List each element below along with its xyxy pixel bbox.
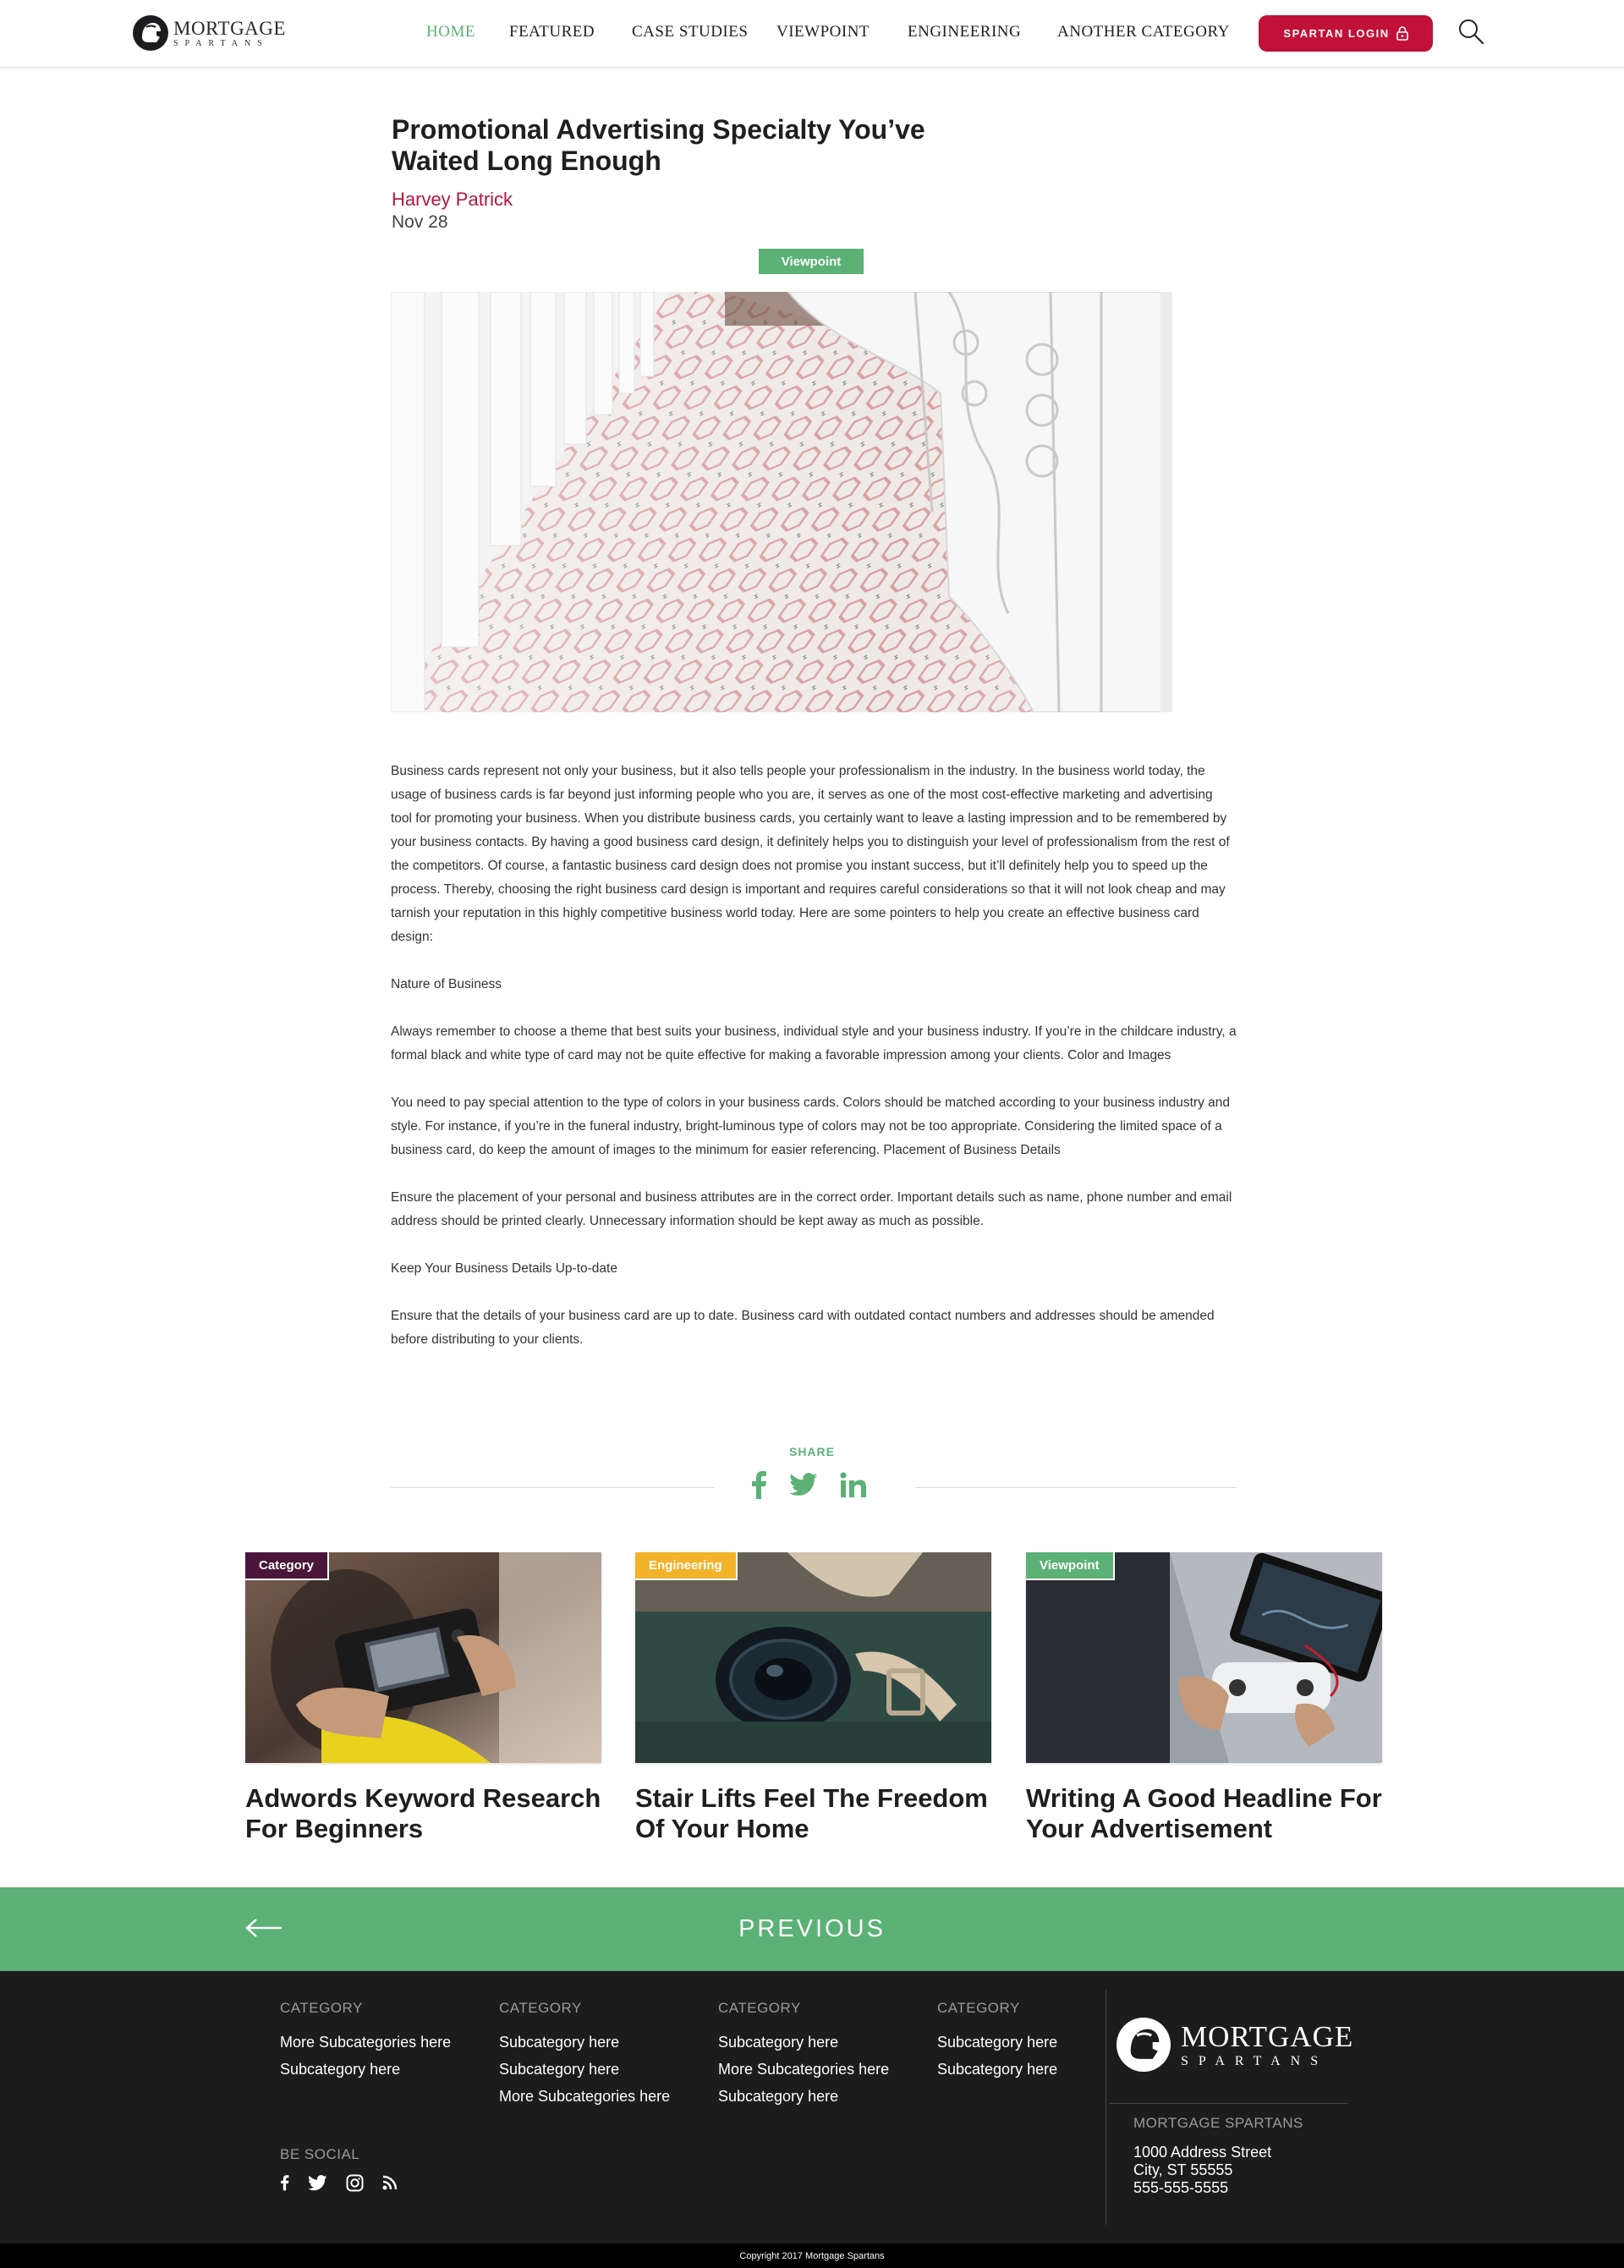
linkedin-share-icon[interactable] bbox=[840, 1472, 867, 1497]
related-card-title[interactable]: Adwords Keyword Research For Beginners bbox=[245, 1783, 601, 1843]
site-header bbox=[0, 0, 1624, 68]
footer-link[interactable]: Subcategory here bbox=[718, 2088, 839, 2105]
spartan-login-button[interactable] bbox=[1259, 15, 1433, 52]
spartan-helmet-icon bbox=[1116, 2018, 1171, 2072]
twitter-share-icon[interactable] bbox=[789, 1473, 818, 1496]
nav-home[interactable]: HOME bbox=[426, 23, 475, 41]
share-icons bbox=[750, 1470, 867, 1499]
footer-link[interactable]: Subcategory here bbox=[937, 2061, 1058, 2078]
address-phone[interactable]: 555-555-5555 bbox=[1133, 2179, 1229, 2196]
site-footer bbox=[0, 1971, 1624, 2243]
nav-featured[interactable]: FEATURED bbox=[509, 23, 595, 41]
share-divider-right bbox=[915, 1487, 1237, 1488]
footer-logo-word-spartans: SPARTANS bbox=[1181, 2053, 1329, 2068]
footer-link[interactable]: Subcategory here bbox=[499, 2034, 620, 2051]
nav-viewpoint[interactable]: VIEWPOINT bbox=[776, 23, 870, 41]
related-card-tag[interactable]: Category bbox=[245, 1552, 329, 1580]
article-date: Nov 28 bbox=[392, 212, 448, 232]
facebook-icon[interactable] bbox=[280, 2173, 289, 2192]
company-heading: MORTGAGE SPARTANS bbox=[1133, 2115, 1303, 2131]
instagram-icon[interactable] bbox=[346, 2174, 364, 2192]
article-paragraph: Ensure that the details of your business card are up to date. Business card with outdated contact numbers and addresses should be amended before distributing to your clients. bbox=[391, 1309, 1215, 1347]
rss-icon[interactable] bbox=[382, 2175, 398, 2190]
related-card-image-camera[interactable] bbox=[245, 1552, 601, 1763]
footer-column-heading: CATEGORY bbox=[937, 2000, 1020, 2016]
footer-link[interactable]: Subcategory here bbox=[718, 2034, 839, 2051]
nav-engineering[interactable]: ENGINEERING bbox=[908, 23, 1022, 41]
article-subheading: Keep Your Business Details Up-to-date bbox=[391, 1261, 617, 1276]
copyright-text: Copyright 2017 Mortgage Spartans bbox=[739, 2250, 885, 2261]
footer-divider-horizontal bbox=[1109, 2103, 1348, 2104]
article-paragraph: Business cards represent not only your business, but it also tells people your professionalism in the industry. In the business world today, the usage of business cards is far beyond just informing people who you are, it serves as one of the most cost-effective marketing and advertising tool for promoting your business. When you distribute business cards, you certainly want to leave a lasting impression and to be remembered by your business contacts. By having a good business card design, it definitely helps you to distinguish your level of professionalism from the rest of the competitors. Of course, a fantastic business card design does not promise you instant success, but it’ll definitely help you to speed up the process. Thereby, choosing the right business card design is important and requires careful considerations so that it will not look cheap and may tarnish your reputation in this highly competitive business world today. Here are some pointers to help you create an effective business card design: bbox=[391, 764, 1230, 944]
logo-word-spartans: SPARTANS bbox=[173, 38, 269, 48]
footer-address bbox=[1133, 2115, 1303, 2197]
share-label: SHARE bbox=[788, 1445, 835, 1458]
footer-column-2 bbox=[499, 2000, 670, 2110]
related-card-2[interactable] bbox=[635, 1552, 991, 1844]
login-label: SPARTAN LOGIN bbox=[1283, 27, 1390, 40]
social-heading: BE SOCIAL bbox=[280, 2146, 360, 2162]
related-card-title[interactable]: Stair Lifts Feel The Freedom Of Your Home bbox=[635, 1783, 988, 1843]
facebook-share-icon[interactable] bbox=[750, 1470, 767, 1499]
related-card-tag[interactable]: Engineering bbox=[635, 1552, 738, 1580]
footer-social bbox=[280, 2146, 398, 2192]
footer-column-1 bbox=[280, 2000, 451, 2083]
logo-word-mortgage: MORTGAGE bbox=[173, 17, 286, 39]
address-city: City, ST 55555 bbox=[1133, 2161, 1233, 2178]
related-card-image-drone-remote[interactable] bbox=[1026, 1552, 1382, 1763]
related-card-image-lens[interactable] bbox=[635, 1552, 991, 1763]
search-icon[interactable] bbox=[1457, 17, 1485, 46]
related-card-tag[interactable]: Viewpoint bbox=[1026, 1552, 1115, 1580]
footer-link[interactable]: More Subcategories here bbox=[280, 2034, 452, 2051]
related-card-1[interactable] bbox=[245, 1552, 601, 1844]
footer-column-heading: CATEGORY bbox=[499, 2000, 582, 2016]
footer-link[interactable]: More Subcategories here bbox=[499, 2088, 671, 2105]
related-card-3[interactable] bbox=[1026, 1552, 1382, 1844]
footer-column-4 bbox=[937, 2000, 1057, 2083]
spartan-helmet-icon bbox=[133, 15, 168, 51]
nav-case-studies[interactable]: CASE STUDIES bbox=[632, 23, 749, 41]
article-category-tag[interactable]: Viewpoint bbox=[759, 249, 864, 274]
share-divider-left bbox=[391, 1487, 714, 1488]
article-author[interactable]: Harvey Patrick bbox=[392, 189, 513, 210]
article-paragraph: Always remember to choose a theme that best suits your business, individual style and your business industry. If you’re in the childcare industry, a formal black and white type of card may not be quite effective for making a favorable impression among your clients. Color and Images bbox=[391, 1024, 1237, 1063]
article-subheading: Nature of Business bbox=[391, 977, 502, 991]
article-hero-image bbox=[391, 292, 1237, 712]
nav-another-category[interactable]: ANOTHER CATEGORY bbox=[1057, 23, 1230, 41]
twitter-icon[interactable] bbox=[308, 2175, 327, 2191]
footer-logo[interactable] bbox=[1116, 2018, 1353, 2072]
footer-column-3 bbox=[718, 2000, 889, 2110]
footer-link[interactable]: Subcategory here bbox=[280, 2061, 401, 2078]
previous-label: PREVIOUS bbox=[738, 1915, 886, 1942]
article-paragraph: You need to pay special attention to the type of colors in your business cards. Colors should be matched according to your business industry and style. For instance, if you’re in the funeral industry, bright-luminous type of colors may not be too appropriate. Considering the limited space of a business card, do keep the amount of images to the minimum for easier referencing. Placement of Business Details bbox=[391, 1096, 1231, 1157]
footer-link[interactable]: Subcategory here bbox=[499, 2061, 620, 2078]
related-card-title[interactable]: Writing A Good Headline For Your Advertisement bbox=[1026, 1783, 1382, 1843]
copyright-bar bbox=[0, 2243, 1624, 2268]
footer-column-heading: CATEGORY bbox=[718, 2000, 801, 2016]
previous-post-bar[interactable] bbox=[0, 1887, 1624, 1971]
footer-logo-word-mortgage: MORTGAGE bbox=[1181, 2019, 1354, 2053]
lock-icon bbox=[1396, 26, 1408, 41]
article-title: Promotional Advertising Specialty You’ve Waited Long Enough bbox=[392, 114, 925, 176]
site-logo[interactable] bbox=[133, 15, 286, 51]
article-body bbox=[391, 760, 1237, 1376]
footer-column-heading: CATEGORY bbox=[280, 2000, 363, 2016]
address-street: 1000 Address Street bbox=[1133, 2144, 1272, 2161]
footer-link[interactable]: Subcategory here bbox=[937, 2034, 1058, 2051]
article-paragraph: Ensure the placement of your personal and business attributes are in the correct order. Important details such as name, phone number and email address should be printed clearly. Unnecessary information should be kept away as much as possible. bbox=[391, 1190, 1232, 1228]
footer-link[interactable]: More Subcategories here bbox=[718, 2061, 890, 2078]
